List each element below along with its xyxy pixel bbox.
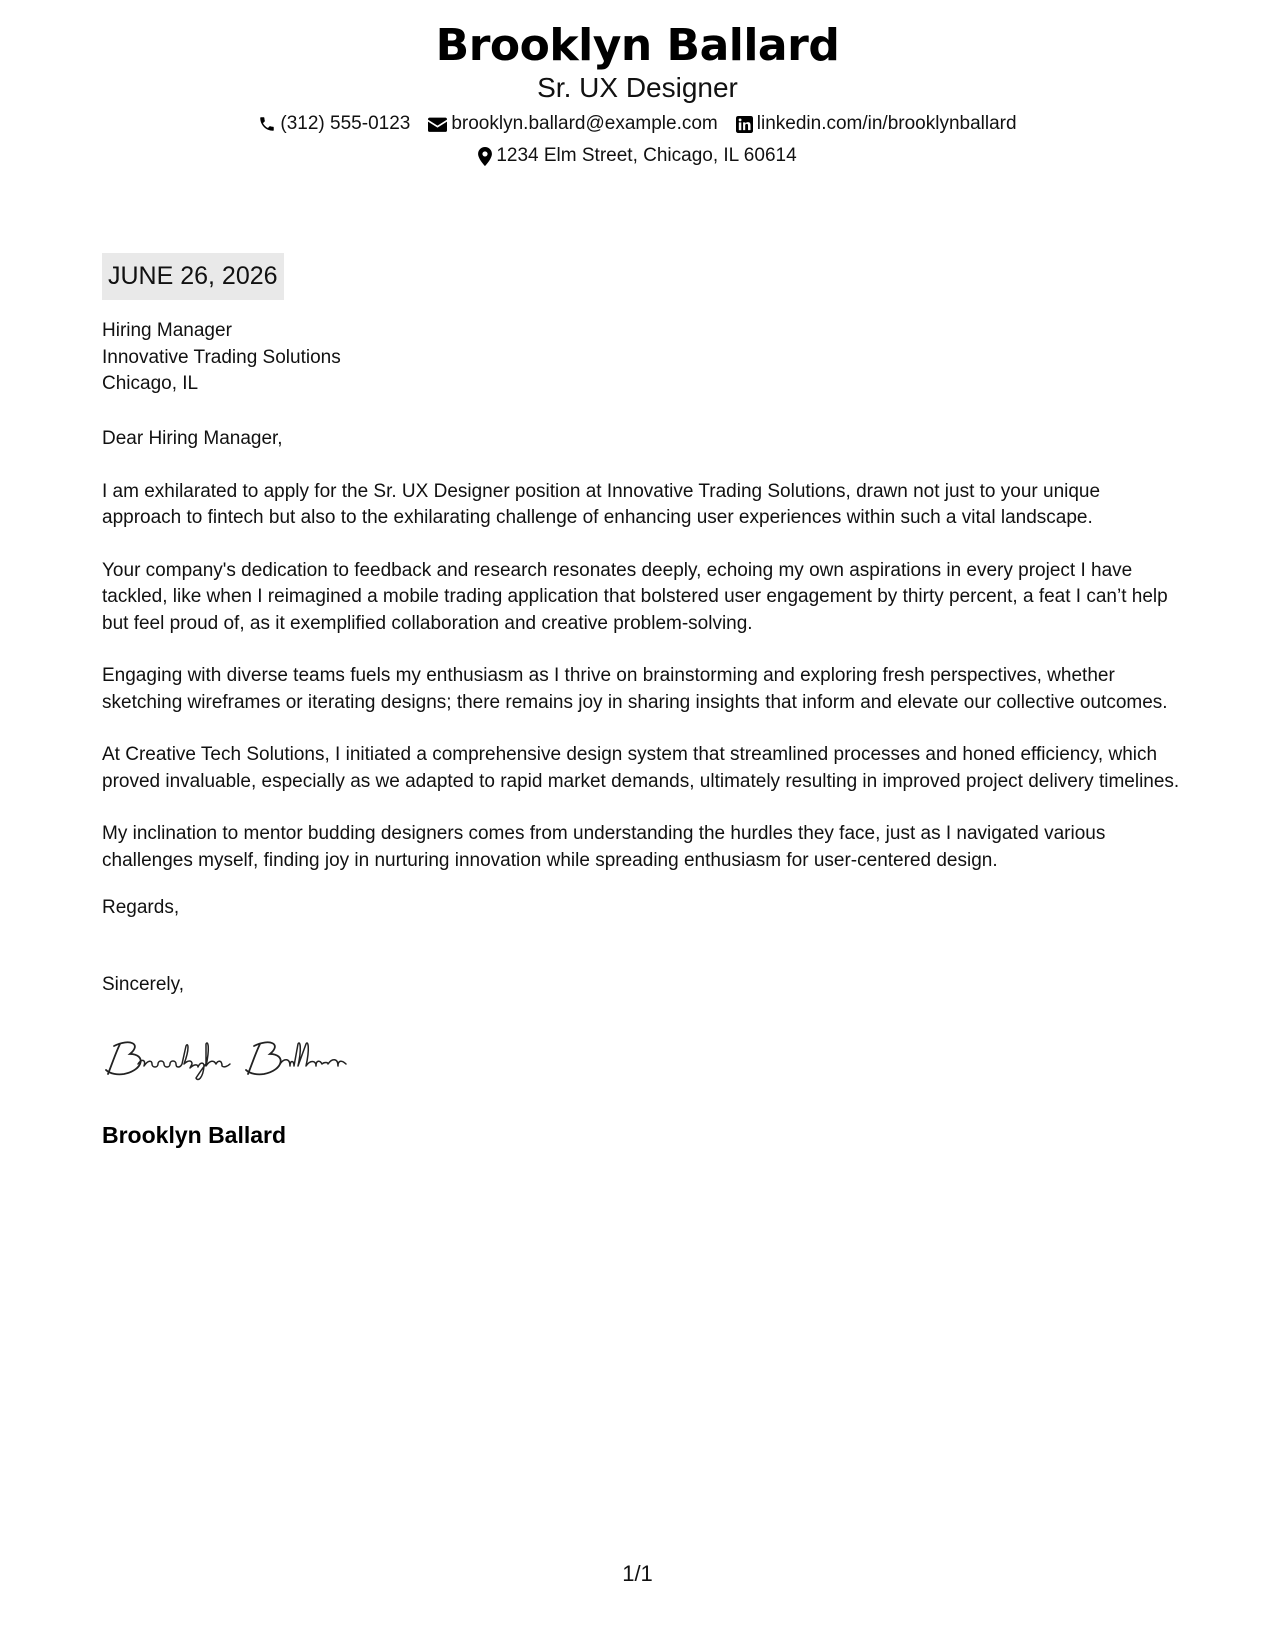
letter-header xyxy=(0,18,1275,168)
sincerely-line: Sincerely, xyxy=(102,974,185,995)
body-paragraph: I am exhilarated to apply for the Sr. UX Designer position at Innovative Trading Solutions, drawn not just to your unique approach to fintech but also to the exhilarating challenge of enhancing user experiences within such a vital landscape. xyxy=(102,480,1101,528)
recipient-block xyxy=(102,318,341,398)
contact-address xyxy=(478,144,796,168)
signer-name: Brooklyn Ballard xyxy=(102,1122,287,1148)
map-pin-icon xyxy=(478,147,492,166)
contact-row xyxy=(0,112,1275,136)
applicant-title: Sr. UX Designer xyxy=(537,72,738,103)
handwritten-signature xyxy=(100,1034,370,1084)
phone-number: (312) 555-0123 xyxy=(280,113,411,134)
letter-date: JUNE 26, 2026 xyxy=(102,253,284,300)
applicant-name: Brooklyn Ballard xyxy=(435,20,840,71)
envelope-icon xyxy=(428,116,447,132)
page-number: 1/1 xyxy=(622,1561,653,1586)
body-paragraph: My inclination to mentor budding designers comes from understanding the hurdles they face, just as I navigated various challenges myself, finding joy in nurturing innovation while spreading enthusiasm for user-centered design. xyxy=(102,823,1106,871)
body-paragraph: At Creative Tech Solutions, I initiated a comprehensive design system that streamlined processes and honed efficiency, which proved invaluable, especially as we adapted to rapid market demands, ultimately resulting in improved project delivery timelines. xyxy=(102,744,1180,792)
body-paragraph: Engaging with diverse teams fuels my enthusiasm as I thrive on brainstorming and exploring fresh perspectives, whether sketching wireframes or iterating designs; there remains joy in sharing insights that inform and elevate our collective outcomes. xyxy=(102,665,1168,713)
body-paragraph: Your company's dedication to feedback and research resonates deeply, echoing my own aspirations in every project I have tackled, like when I reimagined a mobile trading application that bolstered user engagement by thirty percent, a feat I can’t help but feel proud of, as it exemplified collaboration and creative problem-solving. xyxy=(102,559,1168,634)
letter-body xyxy=(102,426,1182,900)
regards-line: Regards, xyxy=(102,897,180,918)
contact-linkedin xyxy=(736,112,1017,136)
address-text: 1234 Elm Street, Chicago, IL 60614 xyxy=(496,145,797,166)
email-link[interactable]: brooklyn.ballard@example.com xyxy=(451,113,718,134)
linkedin-icon xyxy=(736,116,753,133)
recipient-name: Hiring Manager xyxy=(102,320,232,341)
linkedin-link[interactable]: linkedin.com/in/brooklynballard xyxy=(756,113,1017,134)
recipient-company: Innovative Trading Solutions xyxy=(102,346,341,368)
recipient-location: Chicago, IL xyxy=(102,373,199,394)
address-row xyxy=(0,144,1275,168)
contact-phone xyxy=(258,112,410,136)
phone-icon xyxy=(258,115,276,133)
contact-email xyxy=(428,112,717,136)
salutation: Dear Hiring Manager, xyxy=(102,428,283,449)
